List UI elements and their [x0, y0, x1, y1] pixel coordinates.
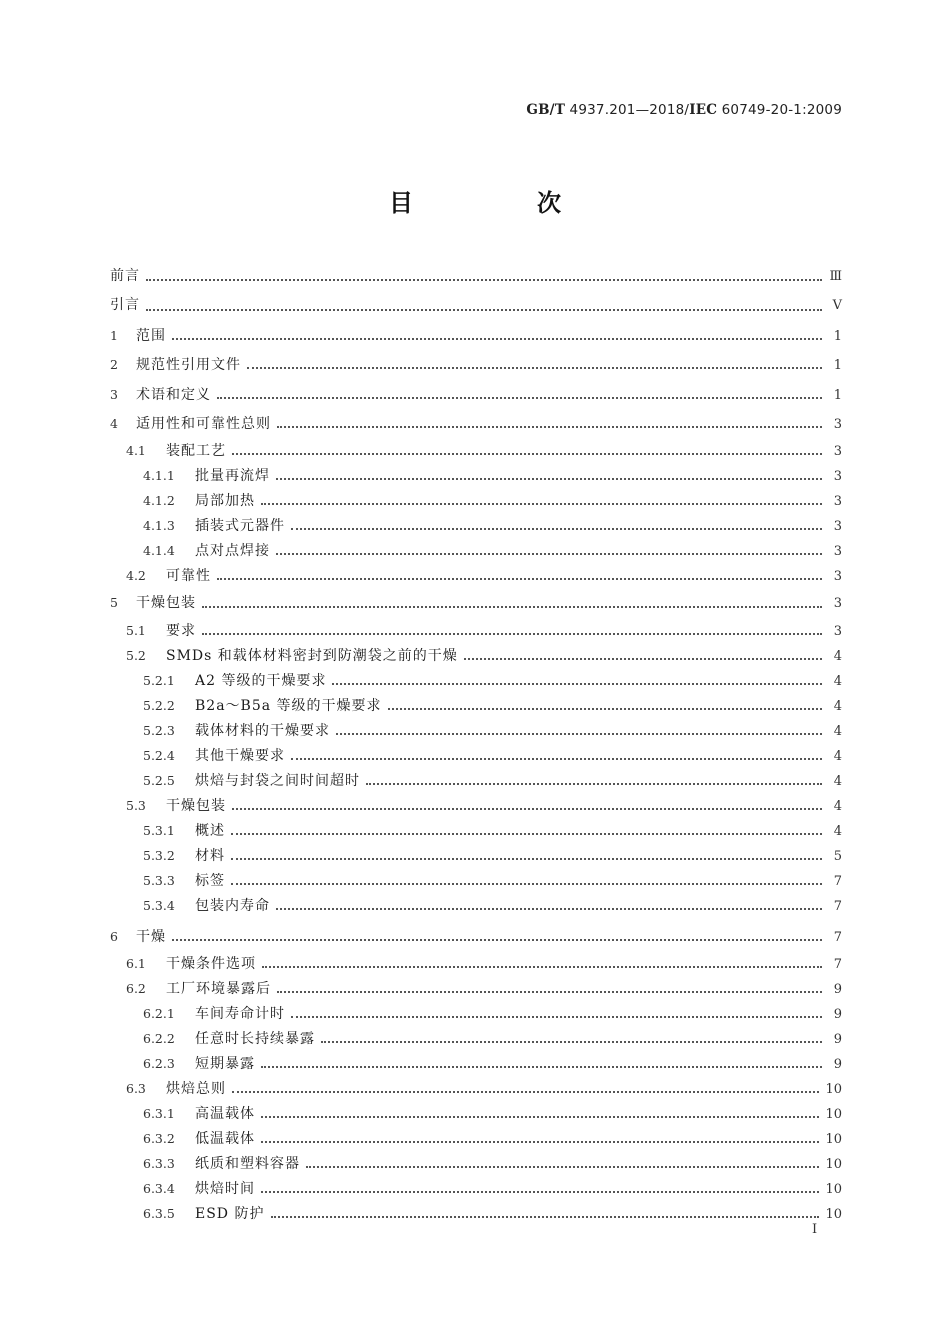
toc-entry-number: 6.2.3 [143, 1056, 175, 1072]
toc-entry[interactable] [110, 1051, 842, 1076]
toc-entry-number: 4.1.3 [143, 518, 175, 534]
toc-entry-page: 10 [825, 1132, 842, 1148]
toc-entry-page: 10 [825, 1207, 842, 1223]
toc-entry-page: Ⅴ [832, 298, 842, 314]
dot-leader [276, 477, 822, 480]
toc-entry-number: 6.3.3 [143, 1156, 175, 1172]
standard-code-header [526, 102, 842, 118]
toc-entry-page: 3 [833, 519, 842, 535]
dot-leader [276, 907, 822, 910]
dot-leader [202, 632, 822, 635]
dot-leader [321, 1040, 822, 1043]
toc-entry[interactable] [110, 538, 842, 563]
toc-entry[interactable] [110, 1026, 842, 1051]
toc-entry[interactable] [110, 1101, 842, 1126]
dot-leader [306, 1165, 819, 1168]
toc-entry-title: 任意时长持续暴露 [195, 1031, 315, 1048]
toc-entry-page: 4 [833, 723, 842, 739]
toc-entry-number: 5.2.5 [143, 772, 175, 788]
dot-leader [232, 452, 822, 455]
toc-entry-title: 可靠性 [166, 568, 211, 585]
toc-entry-page: 9 [833, 982, 842, 998]
standard-code-prefix: GB/T [526, 102, 566, 118]
dot-leader [172, 337, 822, 340]
toc-entry-number: 5.2.2 [143, 697, 175, 713]
toc-entry-page: 3 [833, 469, 842, 485]
toc-entry-page: 3 [833, 623, 842, 639]
toc-entry[interactable] [110, 893, 842, 918]
toc-entry-title: 要求 [166, 622, 196, 639]
toc-entry-title: ESD 防护 [195, 1206, 265, 1223]
dot-leader [232, 1090, 819, 1093]
dot-leader [332, 682, 822, 685]
dot-leader [464, 657, 822, 660]
toc-entry-title: 高温载体 [195, 1106, 255, 1123]
toc-entry-page: 4 [833, 748, 842, 764]
toc-entry-title: 包装内寿命 [195, 897, 270, 914]
toc-entry-title: 烘焙总则 [166, 1081, 226, 1098]
toc-entry-number: 6.3.4 [143, 1181, 175, 1197]
toc-entry-title: 概述 [195, 822, 225, 839]
toc-entry-title: 干燥条件选项 [166, 956, 256, 973]
toc-entry-page: 9 [833, 1032, 842, 1048]
dot-leader [262, 965, 822, 968]
toc-entry-number: 5.3.1 [143, 822, 175, 838]
toc-entry-title: 术语和定义 [136, 386, 211, 403]
toc-entry-title: 车间寿命计时 [195, 1006, 285, 1023]
toc-entry-title: 干燥包装 [136, 595, 196, 612]
toc-entry-number: 5.2.1 [143, 672, 175, 688]
toc-entry[interactable] [110, 563, 842, 588]
toc-entry[interactable] [110, 262, 842, 291]
dot-leader [277, 425, 822, 428]
toc-entry[interactable] [110, 409, 842, 438]
dot-leader [366, 782, 822, 785]
toc-entry-page: 3 [833, 569, 842, 585]
toc-entry-page: 4 [833, 648, 842, 664]
toc-entry-title: 局部加热 [195, 493, 255, 510]
toc-entry-number: 5.3.3 [143, 872, 175, 888]
toc-entry-number: 4.1.1 [143, 468, 175, 484]
toc-entry-number: 5.1 [126, 622, 146, 638]
dot-leader [146, 278, 822, 281]
toc-entry-number: 6.1 [126, 956, 146, 972]
toc-entry-page: 3 [833, 596, 842, 612]
dot-leader [231, 832, 822, 835]
toc-entry[interactable] [110, 513, 842, 538]
toc-entry-page: 3 [833, 494, 842, 510]
toc-entry[interactable] [110, 793, 842, 818]
toc-entry-title: 标签 [195, 872, 225, 889]
toc-entry-number: 2 [110, 357, 118, 373]
toc-entry-number: 6.3.2 [143, 1131, 175, 1147]
toc-entry-page: 4 [833, 673, 842, 689]
toc-entry-title: 规范性引用文件 [136, 357, 241, 374]
toc-entry-page: 5 [833, 848, 842, 864]
toc-entry-page: 10 [825, 1157, 842, 1173]
dot-leader [202, 605, 822, 608]
toc-entry-page: 4 [833, 773, 842, 789]
standard-code-suffix: 60749-20-1:2009 [717, 102, 842, 118]
toc-entry[interactable] [110, 438, 842, 463]
toc-entry-number: 5.2.4 [143, 747, 175, 763]
toc-entry-number: 6.2.2 [143, 1031, 175, 1047]
toc-entry-number: 4.2 [126, 568, 146, 584]
toc-entry-title: 前言 [110, 268, 140, 284]
toc-entry-page: 1 [833, 358, 842, 374]
toc-entry-number: 6.3.5 [143, 1206, 175, 1222]
toc-entry[interactable] [110, 321, 842, 350]
toc-entry-title: 材料 [195, 847, 225, 864]
toc-entry-page: 4 [833, 798, 842, 814]
dot-leader [261, 1190, 819, 1193]
toc-entry-page: 3 [833, 444, 842, 460]
toc-entry-number: 6.2.1 [143, 1006, 175, 1022]
toc-entry-title: 短期暴露 [195, 1056, 255, 1073]
toc-entry[interactable] [110, 380, 842, 409]
toc-entry-page: 1 [833, 328, 842, 344]
toc-entry-page: 7 [833, 957, 842, 973]
toc-entry-page: 7 [833, 929, 842, 945]
toc-entry[interactable] [110, 1076, 842, 1101]
toc-entry-title: 纸质和塑料容器 [195, 1156, 300, 1173]
toc-entry[interactable] [110, 1126, 842, 1151]
toc-entry-number: 5.2.3 [143, 722, 175, 738]
toc-entry-page: 7 [833, 898, 842, 914]
toc-entry[interactable] [110, 643, 842, 668]
toc-entry[interactable] [110, 668, 842, 693]
toc-entry-number: 6.2 [126, 981, 146, 997]
dot-leader [232, 807, 822, 810]
toc-entry-title: 烘焙时间 [195, 1181, 255, 1198]
dot-leader [291, 1015, 822, 1018]
dot-leader [277, 990, 822, 993]
toc-entry-title: 插装式元器件 [195, 518, 285, 535]
toc-entry-number: 5.2 [126, 647, 146, 663]
toc-entry[interactable] [110, 618, 842, 643]
toc-entry-title: 点对点焊接 [195, 543, 270, 560]
dot-leader [217, 396, 822, 399]
dot-leader [231, 857, 822, 860]
toc-entry-number: 6.3 [126, 1081, 146, 1097]
toc-entry-number: 1 [110, 327, 118, 343]
dot-leader [271, 1215, 820, 1218]
toc-entry-title: 干燥包装 [166, 797, 226, 814]
toc-entry[interactable] [110, 1001, 842, 1026]
toc-entry-number: 4.1.2 [143, 493, 175, 509]
toc-entry-title: 其他干燥要求 [195, 747, 285, 764]
toc-entry-number: 5 [110, 595, 118, 611]
dot-leader [261, 1140, 819, 1143]
toc-entry-title: B2a～B5a 等级的干燥要求 [195, 697, 382, 714]
dot-leader [231, 882, 822, 885]
dot-leader [261, 502, 822, 505]
toc-entry-number: 5.3.2 [143, 847, 175, 863]
dot-leader [261, 1115, 819, 1118]
toc-entry-number: 4 [110, 415, 118, 431]
dot-leader [276, 552, 822, 555]
toc-entry-number: 5.3.4 [143, 897, 175, 913]
toc-entry-title: 范围 [136, 327, 166, 344]
toc-entry-number: 5.3 [126, 797, 146, 813]
toc-entry[interactable] [110, 488, 842, 513]
toc-entry-page: 9 [833, 1007, 842, 1023]
toc-entry-title: 工厂环境暴露后 [166, 981, 271, 998]
toc-entry[interactable] [110, 818, 842, 843]
toc-entry[interactable] [110, 1176, 842, 1201]
toc-entry-title: 适用性和可靠性总则 [136, 415, 271, 432]
toc-entry[interactable] [110, 843, 842, 868]
toc-entry-page: 10 [825, 1082, 842, 1098]
dot-leader [261, 1065, 822, 1068]
toc-entry[interactable] [110, 1151, 842, 1176]
toc-entry[interactable] [110, 951, 842, 976]
standard-code-main: 4937.201—2018/ [565, 102, 690, 118]
toc-entry-page: 1 [833, 387, 842, 403]
dot-leader [146, 308, 822, 311]
toc-entry-page: Ⅲ [829, 269, 842, 284]
table-of-contents [110, 262, 842, 1226]
toc-entry[interactable] [110, 922, 842, 951]
toc-entry[interactable] [110, 1201, 842, 1226]
toc-entry-title: 批量再流焊 [195, 468, 270, 485]
toc-entry[interactable] [110, 868, 842, 893]
toc-entry[interactable] [110, 743, 842, 768]
toc-entry-title: 低温载体 [195, 1131, 255, 1148]
toc-entry-title: 装配工艺 [166, 443, 226, 460]
toc-entry-title: SMDs 和载体材料密封到防潮袋之前的干燥 [166, 647, 458, 664]
dot-leader [291, 527, 822, 530]
toc-entry[interactable] [110, 976, 842, 1001]
dot-leader [291, 757, 822, 760]
dot-leader [247, 366, 822, 369]
toc-entry[interactable] [110, 718, 842, 743]
toc-entry-page: 9 [833, 1057, 842, 1073]
toc-entry-page: 3 [833, 416, 842, 432]
toc-entry-page: 4 [833, 698, 842, 714]
toc-entry-title: 引言 [110, 297, 140, 314]
toc-entry-title: A2 等级的干燥要求 [195, 672, 327, 689]
toc-entry-number: 3 [110, 386, 118, 402]
toc-entry-page: 7 [833, 873, 842, 889]
toc-entry[interactable] [110, 693, 842, 718]
toc-title: 目 次 [389, 189, 611, 217]
page-folio: Ⅰ [812, 1222, 818, 1237]
toc-entry-number: 6 [110, 928, 118, 944]
toc-entry[interactable] [110, 768, 842, 793]
standard-code-iec: IEC [689, 102, 718, 118]
dot-leader [388, 707, 822, 710]
toc-entry[interactable] [110, 291, 842, 320]
toc-entry-page: 3 [833, 544, 842, 560]
dot-leader [172, 938, 822, 941]
toc-entry-title: 载体材料的干燥要求 [195, 722, 330, 739]
dot-leader [336, 732, 822, 735]
toc-entry-page: 10 [825, 1182, 842, 1198]
toc-entry-number: 4.1.4 [143, 543, 175, 559]
toc-entry-number: 6.3.1 [143, 1106, 175, 1122]
toc-entry[interactable] [110, 350, 842, 379]
dot-leader [217, 577, 822, 580]
toc-entry-page: 10 [825, 1107, 842, 1123]
toc-entry-page: 4 [833, 823, 842, 839]
toc-entry[interactable] [110, 463, 842, 488]
toc-entry-title: 干燥 [136, 928, 166, 945]
toc-entry-number: 4.1 [126, 443, 146, 459]
toc-entry[interactable] [110, 588, 842, 617]
toc-entry-title: 烘焙与封袋之间时间超时 [195, 772, 360, 789]
